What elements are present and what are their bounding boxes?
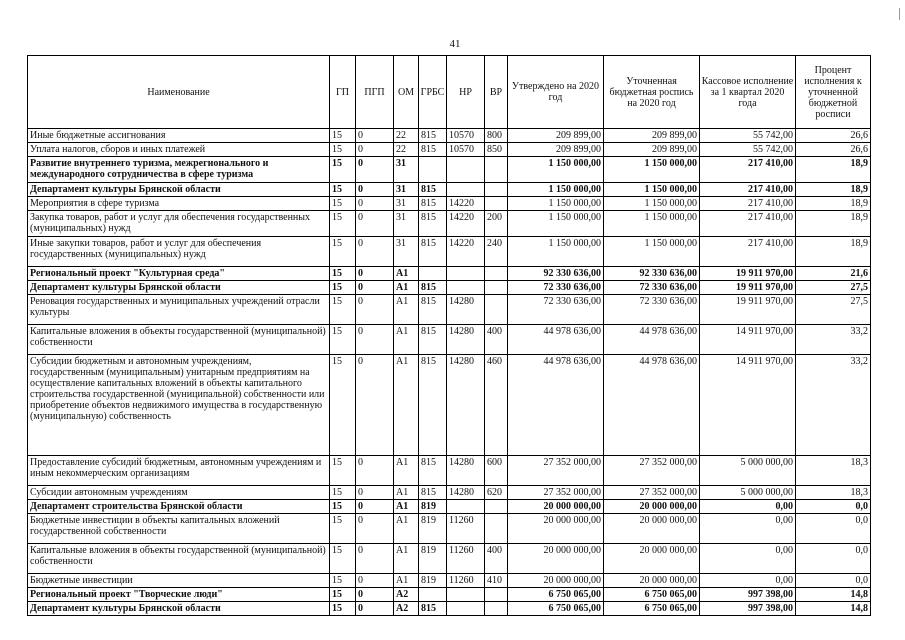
cell-om: А2 bbox=[394, 602, 419, 616]
table-row bbox=[28, 295, 871, 325]
cell-percent: 18,3 bbox=[796, 486, 871, 500]
cell-vr bbox=[485, 157, 508, 183]
cell-np: 11260 bbox=[447, 574, 485, 588]
cell-vr: 200 bbox=[485, 211, 508, 237]
cell-percent: 26,6 bbox=[796, 143, 871, 157]
cell-gp: 15 bbox=[330, 514, 356, 544]
cell-gp: 15 bbox=[330, 295, 356, 325]
cell-np: 14280 bbox=[447, 325, 485, 355]
cell-pgp: 0 bbox=[356, 183, 394, 197]
cell-cash: 19 911 970,00 bbox=[700, 281, 796, 295]
cell-gp: 15 bbox=[330, 574, 356, 588]
cell-om: А1 bbox=[394, 267, 419, 281]
cell-np bbox=[447, 281, 485, 295]
cell-name: Региональный проект "Творческие люди" bbox=[28, 588, 330, 602]
cell-percent: 0,0 bbox=[796, 514, 871, 544]
cell-approved: 20 000 000,00 bbox=[508, 500, 604, 514]
cell-grbs: 815 bbox=[419, 355, 447, 456]
cell-vr bbox=[485, 281, 508, 295]
cell-grbs: 819 bbox=[419, 500, 447, 514]
cell-cash: 217 410,00 bbox=[700, 237, 796, 267]
cell-name: Департамент строительства Брянской области bbox=[28, 500, 330, 514]
cell-gp: 15 bbox=[330, 544, 356, 574]
cell-np: 14220 bbox=[447, 211, 485, 237]
cell-percent: 0,0 bbox=[796, 500, 871, 514]
cell-name: Предоставление субсидий бюджетным, автономным учреждениям и иным некоммерческим организациям bbox=[28, 456, 330, 486]
cell-grbs: 815 bbox=[419, 602, 447, 616]
cell-approved: 20 000 000,00 bbox=[508, 544, 604, 574]
cell-gp: 15 bbox=[330, 237, 356, 267]
cell-refined: 1 150 000,00 bbox=[604, 211, 700, 237]
table-row bbox=[28, 456, 871, 486]
table-row bbox=[28, 129, 871, 143]
cell-om: А1 bbox=[394, 544, 419, 574]
cell-np: 14280 bbox=[447, 355, 485, 456]
header-approved: Утверждено на 2020 год bbox=[508, 56, 604, 129]
cell-om: 31 bbox=[394, 157, 419, 183]
header-grbs: ГРБС bbox=[419, 56, 447, 129]
cell-approved: 6 750 065,00 bbox=[508, 602, 604, 616]
cell-grbs bbox=[419, 588, 447, 602]
cell-vr: 800 bbox=[485, 129, 508, 143]
cell-gp: 15 bbox=[330, 500, 356, 514]
cell-pgp: 0 bbox=[356, 574, 394, 588]
cell-approved: 44 978 636,00 bbox=[508, 325, 604, 355]
cell-np: 14280 bbox=[447, 295, 485, 325]
cell-np: 14280 bbox=[447, 456, 485, 486]
cell-cash: 55 742,00 bbox=[700, 129, 796, 143]
cell-grbs: 815 bbox=[419, 325, 447, 355]
cell-cash: 14 911 970,00 bbox=[700, 355, 796, 456]
cell-om: А2 bbox=[394, 588, 419, 602]
table-row bbox=[28, 237, 871, 267]
cell-vr: 410 bbox=[485, 574, 508, 588]
cell-refined: 72 330 636,00 bbox=[604, 281, 700, 295]
cell-refined: 72 330 636,00 bbox=[604, 295, 700, 325]
cell-gp: 15 bbox=[330, 129, 356, 143]
cell-np bbox=[447, 157, 485, 183]
cell-vr: 240 bbox=[485, 237, 508, 267]
cell-np: 11260 bbox=[447, 544, 485, 574]
cell-refined: 44 978 636,00 bbox=[604, 325, 700, 355]
cell-pgp: 0 bbox=[356, 157, 394, 183]
header-pgp: ПГП bbox=[356, 56, 394, 129]
cell-vr bbox=[485, 295, 508, 325]
table-row bbox=[28, 143, 871, 157]
cell-np bbox=[447, 602, 485, 616]
cell-name: Иные закупки товаров, работ и услуг для обеспечения государственных (муниципальных) нужд bbox=[28, 237, 330, 267]
cell-gp: 15 bbox=[330, 325, 356, 355]
cell-np: 10570 bbox=[447, 143, 485, 157]
table-row bbox=[28, 588, 871, 602]
cell-vr: 400 bbox=[485, 544, 508, 574]
cell-refined: 1 150 000,00 bbox=[604, 157, 700, 183]
cell-gp: 15 bbox=[330, 197, 356, 211]
cell-approved: 44 978 636,00 bbox=[508, 355, 604, 456]
cell-vr: 460 bbox=[485, 355, 508, 456]
cell-np: 11260 bbox=[447, 514, 485, 544]
cell-approved: 1 150 000,00 bbox=[508, 197, 604, 211]
header-name: Наименование bbox=[28, 56, 330, 129]
cell-percent: 18,9 bbox=[796, 157, 871, 183]
cell-approved: 72 330 636,00 bbox=[508, 281, 604, 295]
cell-refined: 20 000 000,00 bbox=[604, 500, 700, 514]
cell-np bbox=[447, 183, 485, 197]
cell-cash: 217 410,00 bbox=[700, 183, 796, 197]
cell-cash: 217 410,00 bbox=[700, 157, 796, 183]
cell-approved: 1 150 000,00 bbox=[508, 183, 604, 197]
cell-grbs: 819 bbox=[419, 574, 447, 588]
cell-om: А1 bbox=[394, 355, 419, 456]
cell-grbs bbox=[419, 267, 447, 281]
cell-approved: 27 352 000,00 bbox=[508, 456, 604, 486]
cell-name: Закупка товаров, работ и услуг для обеспечения государственных (муниципальных) нужд bbox=[28, 211, 330, 237]
cell-pgp: 0 bbox=[356, 237, 394, 267]
cell-name: Капитальные вложения в объекты государственной (муниципальной) собственности bbox=[28, 544, 330, 574]
cell-vr bbox=[485, 197, 508, 211]
table-row bbox=[28, 267, 871, 281]
cell-om: А1 bbox=[394, 325, 419, 355]
cell-cash: 997 398,00 bbox=[700, 602, 796, 616]
cell-grbs: 815 bbox=[419, 237, 447, 267]
cell-om: 22 bbox=[394, 129, 419, 143]
cell-cash: 0,00 bbox=[700, 544, 796, 574]
cell-name: Капитальные вложения в объекты государственной (муниципальной) собственности bbox=[28, 325, 330, 355]
cell-gp: 15 bbox=[330, 157, 356, 183]
cell-percent: 18,9 bbox=[796, 183, 871, 197]
cell-pgp: 0 bbox=[356, 514, 394, 544]
cell-pgp: 0 bbox=[356, 197, 394, 211]
cell-gp: 15 bbox=[330, 456, 356, 486]
cell-approved: 20 000 000,00 bbox=[508, 574, 604, 588]
cell-approved: 72 330 636,00 bbox=[508, 295, 604, 325]
header-refined: Уточненная бюджетная роспись на 2020 год bbox=[604, 56, 700, 129]
cell-gp: 15 bbox=[330, 602, 356, 616]
cell-refined: 27 352 000,00 bbox=[604, 486, 700, 500]
cell-vr: 850 bbox=[485, 143, 508, 157]
table-row bbox=[28, 602, 871, 616]
table-row bbox=[28, 355, 871, 456]
page-number: 41 bbox=[449, 38, 461, 50]
table-row bbox=[28, 574, 871, 588]
cell-name: Бюджетные инвестиции bbox=[28, 574, 330, 588]
cell-name: Иные бюджетные ассигнования bbox=[28, 129, 330, 143]
cell-name: Субсидии автономным учреждениям bbox=[28, 486, 330, 500]
cell-cash: 0,00 bbox=[700, 574, 796, 588]
scan-edge-mark bbox=[899, 8, 900, 20]
cell-gp: 15 bbox=[330, 183, 356, 197]
cell-pgp: 0 bbox=[356, 500, 394, 514]
cell-np: 14280 bbox=[447, 486, 485, 500]
table-body bbox=[28, 129, 871, 616]
cell-approved: 1 150 000,00 bbox=[508, 157, 604, 183]
cell-name: Мероприятия в сфере туризма bbox=[28, 197, 330, 211]
cell-vr: 620 bbox=[485, 486, 508, 500]
cell-percent: 14,8 bbox=[796, 602, 871, 616]
cell-percent: 18,9 bbox=[796, 211, 871, 237]
cell-np bbox=[447, 500, 485, 514]
cell-approved: 27 352 000,00 bbox=[508, 486, 604, 500]
cell-grbs: 815 bbox=[419, 295, 447, 325]
cell-approved: 1 150 000,00 bbox=[508, 211, 604, 237]
cell-pgp: 0 bbox=[356, 486, 394, 500]
cell-cash: 0,00 bbox=[700, 514, 796, 544]
cell-om: А1 bbox=[394, 500, 419, 514]
cell-om: 22 bbox=[394, 143, 419, 157]
cell-name: Бюджетные инвестиции в объекты капитальных вложений государственной собственности bbox=[28, 514, 330, 544]
cell-np bbox=[447, 588, 485, 602]
cell-gp: 15 bbox=[330, 267, 356, 281]
cell-pgp: 0 bbox=[356, 456, 394, 486]
cell-gp: 15 bbox=[330, 588, 356, 602]
cell-percent: 33,2 bbox=[796, 355, 871, 456]
cell-refined: 209 899,00 bbox=[604, 143, 700, 157]
cell-grbs: 815 bbox=[419, 486, 447, 500]
cell-pgp: 0 bbox=[356, 602, 394, 616]
cell-name: Развитие внутреннего туризма, межрегионального и международного сотрудничества в сфере туризма bbox=[28, 157, 330, 183]
cell-approved: 92 330 636,00 bbox=[508, 267, 604, 281]
cell-gp: 15 bbox=[330, 211, 356, 237]
cell-percent: 27,5 bbox=[796, 295, 871, 325]
cell-refined: 20 000 000,00 bbox=[604, 574, 700, 588]
cell-pgp: 0 bbox=[356, 295, 394, 325]
cell-approved: 20 000 000,00 bbox=[508, 514, 604, 544]
cell-cash: 5 000 000,00 bbox=[700, 486, 796, 500]
cell-vr bbox=[485, 514, 508, 544]
cell-percent: 18,9 bbox=[796, 197, 871, 211]
cell-grbs: 815 bbox=[419, 211, 447, 237]
cell-refined: 92 330 636,00 bbox=[604, 267, 700, 281]
header-vr: ВР bbox=[485, 56, 508, 129]
cell-name: Реновация государственных и муниципальных учреждений отрасли культуры bbox=[28, 295, 330, 325]
table-row bbox=[28, 183, 871, 197]
cell-percent: 0,0 bbox=[796, 544, 871, 574]
cell-gp: 15 bbox=[330, 281, 356, 295]
cell-grbs: 819 bbox=[419, 544, 447, 574]
cell-approved: 6 750 065,00 bbox=[508, 588, 604, 602]
cell-grbs: 815 bbox=[419, 456, 447, 486]
cell-pgp: 0 bbox=[356, 211, 394, 237]
cell-vr bbox=[485, 500, 508, 514]
cell-om: 31 bbox=[394, 197, 419, 211]
cell-om: 31 bbox=[394, 211, 419, 237]
cell-percent: 14,8 bbox=[796, 588, 871, 602]
cell-np bbox=[447, 267, 485, 281]
cell-grbs bbox=[419, 157, 447, 183]
cell-np: 14220 bbox=[447, 237, 485, 267]
budget-table bbox=[27, 55, 871, 616]
cell-gp: 15 bbox=[330, 355, 356, 456]
cell-cash: 5 000 000,00 bbox=[700, 456, 796, 486]
cell-pgp: 0 bbox=[356, 355, 394, 456]
cell-name: Субсидии бюджетным и автономным учреждениям, государственным (муниципальным) унитарным предприятиям на осуществление капитальных вложений в объекты капитального строительства государственной (муниципальной) собственности или приобретение объектов недвижимого имущества в государственную (муниципальную) собственность bbox=[28, 355, 330, 456]
table-row bbox=[28, 197, 871, 211]
cell-om: А1 bbox=[394, 486, 419, 500]
cell-name: Департамент культуры Брянской области bbox=[28, 281, 330, 295]
header-percent: Процент исполнения к уточненной бюджетной росписи bbox=[796, 56, 871, 129]
cell-name: Уплата налогов, сборов и иных платежей bbox=[28, 143, 330, 157]
cell-om: А1 bbox=[394, 281, 419, 295]
cell-vr: 400 bbox=[485, 325, 508, 355]
cell-vr bbox=[485, 588, 508, 602]
cell-name: Региональный проект "Культурная среда" bbox=[28, 267, 330, 281]
cell-grbs: 815 bbox=[419, 143, 447, 157]
cell-om: 31 bbox=[394, 237, 419, 267]
cell-vr bbox=[485, 267, 508, 281]
cell-cash: 55 742,00 bbox=[700, 143, 796, 157]
header-cash: Кассовое исполнение за 1 квартал 2020 года bbox=[700, 56, 796, 129]
cell-refined: 1 150 000,00 bbox=[604, 197, 700, 211]
cell-vr bbox=[485, 602, 508, 616]
cell-approved: 209 899,00 bbox=[508, 143, 604, 157]
cell-om: А1 bbox=[394, 514, 419, 544]
cell-approved: 209 899,00 bbox=[508, 129, 604, 143]
cell-refined: 20 000 000,00 bbox=[604, 544, 700, 574]
cell-cash: 997 398,00 bbox=[700, 588, 796, 602]
cell-pgp: 0 bbox=[356, 281, 394, 295]
table-row bbox=[28, 486, 871, 500]
cell-vr: 600 bbox=[485, 456, 508, 486]
table-row bbox=[28, 514, 871, 544]
cell-refined: 27 352 000,00 bbox=[604, 456, 700, 486]
cell-np: 10570 bbox=[447, 129, 485, 143]
cell-percent: 26,6 bbox=[796, 129, 871, 143]
header-om: ОМ bbox=[394, 56, 419, 129]
cell-percent: 33,2 bbox=[796, 325, 871, 355]
table-row bbox=[28, 544, 871, 574]
table-row bbox=[28, 325, 871, 355]
cell-om: 31 bbox=[394, 183, 419, 197]
cell-cash: 0,00 bbox=[700, 500, 796, 514]
cell-grbs: 815 bbox=[419, 197, 447, 211]
cell-refined: 1 150 000,00 bbox=[604, 183, 700, 197]
cell-cash: 19 911 970,00 bbox=[700, 295, 796, 325]
cell-refined: 1 150 000,00 bbox=[604, 237, 700, 267]
cell-pgp: 0 bbox=[356, 325, 394, 355]
cell-name: Департамент культуры Брянской области bbox=[28, 183, 330, 197]
cell-refined: 44 978 636,00 bbox=[604, 355, 700, 456]
cell-name: Департамент культуры Брянской области bbox=[28, 602, 330, 616]
cell-np: 14220 bbox=[447, 197, 485, 211]
cell-cash: 14 911 970,00 bbox=[700, 325, 796, 355]
header-np: НР bbox=[447, 56, 485, 129]
cell-grbs: 815 bbox=[419, 129, 447, 143]
header-gp: ГП bbox=[330, 56, 356, 129]
cell-cash: 217 410,00 bbox=[700, 211, 796, 237]
cell-pgp: 0 bbox=[356, 143, 394, 157]
cell-percent: 27,5 bbox=[796, 281, 871, 295]
cell-percent: 18,3 bbox=[796, 456, 871, 486]
cell-refined: 6 750 065,00 bbox=[604, 588, 700, 602]
cell-percent: 21,6 bbox=[796, 267, 871, 281]
cell-refined: 209 899,00 bbox=[604, 129, 700, 143]
cell-om: А1 bbox=[394, 456, 419, 486]
cell-refined: 20 000 000,00 bbox=[604, 514, 700, 544]
cell-om: А1 bbox=[394, 574, 419, 588]
cell-grbs: 815 bbox=[419, 183, 447, 197]
cell-vr bbox=[485, 183, 508, 197]
cell-refined: 6 750 065,00 bbox=[604, 602, 700, 616]
cell-approved: 1 150 000,00 bbox=[508, 237, 604, 267]
cell-gp: 15 bbox=[330, 143, 356, 157]
cell-pgp: 0 bbox=[356, 129, 394, 143]
cell-om: А1 bbox=[394, 295, 419, 325]
cell-cash: 217 410,00 bbox=[700, 197, 796, 211]
table-row bbox=[28, 157, 871, 183]
cell-percent: 18,9 bbox=[796, 237, 871, 267]
cell-gp: 15 bbox=[330, 486, 356, 500]
cell-cash: 19 911 970,00 bbox=[700, 267, 796, 281]
cell-grbs: 819 bbox=[419, 514, 447, 544]
cell-pgp: 0 bbox=[356, 588, 394, 602]
table-row bbox=[28, 281, 871, 295]
cell-pgp: 0 bbox=[356, 544, 394, 574]
cell-pgp: 0 bbox=[356, 267, 394, 281]
cell-grbs: 815 bbox=[419, 281, 447, 295]
table-row bbox=[28, 500, 871, 514]
cell-percent: 0,0 bbox=[796, 574, 871, 588]
table-row bbox=[28, 211, 871, 237]
table-header-row bbox=[28, 56, 871, 129]
